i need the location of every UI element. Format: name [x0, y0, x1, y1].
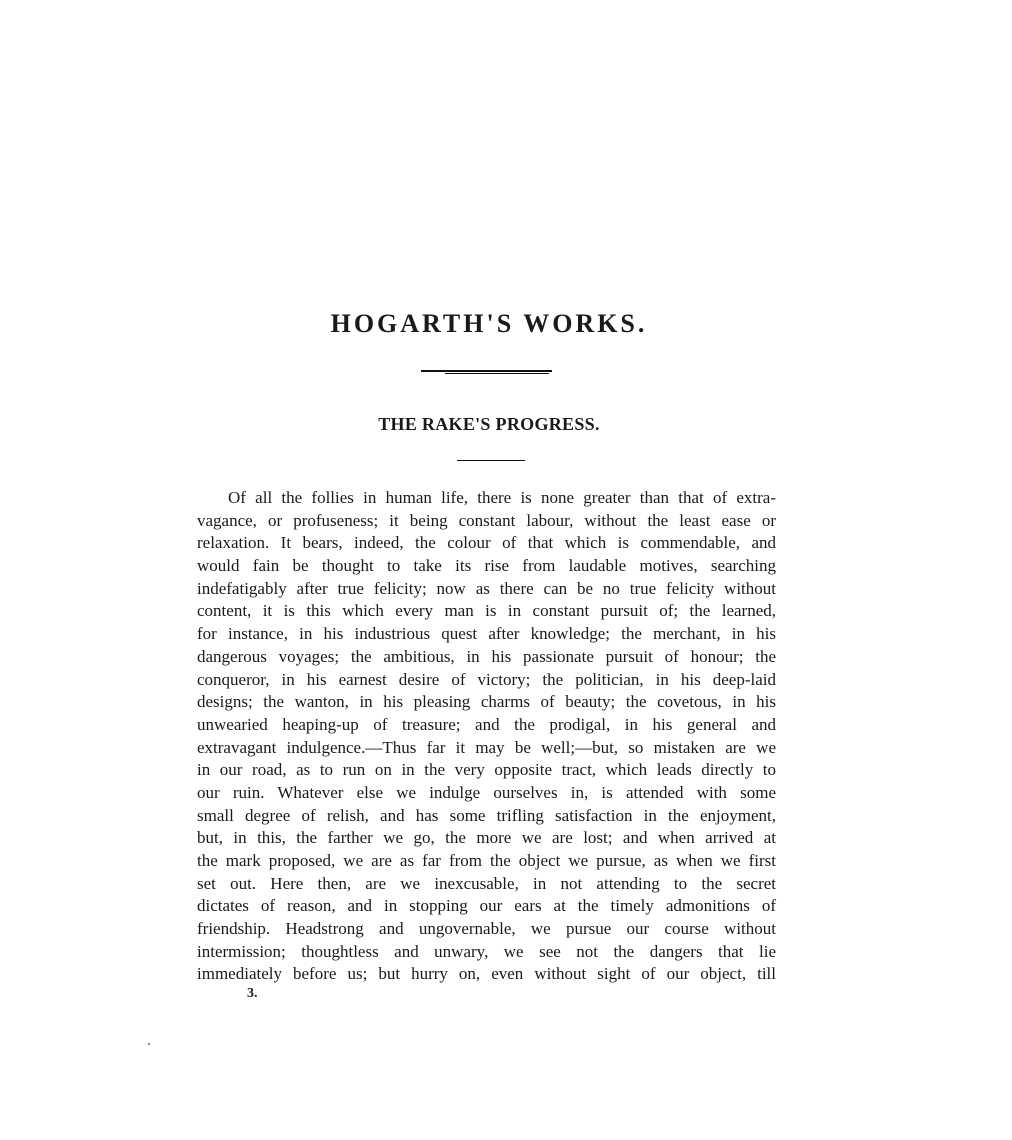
text-line: immediately before us; but hurry on, even without sight of our object, till — [197, 964, 776, 984]
text-line: the mark proposed, we are as far from the object we pursue, as when we first — [197, 851, 776, 870]
text-line: for instance, in his industrious quest after knowledge; the merchant, in his — [197, 624, 776, 644]
text-line: unwearied heaping-up of treasure; and the prodigal, in his general and — [197, 714, 776, 734]
text-line: our ruin. Whatever else we indulge ourselves in, is attended with some — [197, 782, 776, 802]
text-line: intermission; thoughtless and unwary, we see not the dangers that lie — [197, 941, 776, 961]
text-line: Of all the follies in human life, there is none greater than that of extra- — [228, 488, 776, 507]
text-line: small degree of relish, and has some trifling satisfaction in the enjoyment, — [197, 805, 776, 825]
text-line: vagance, or profuseness; it being constant labour, without the least ease or — [197, 510, 776, 530]
body-text — [197, 487, 776, 986]
chapter-divider — [457, 460, 525, 461]
text-line: dangerous voyages; the ambitious, in his passionate pursuit of honour; the — [197, 646, 776, 666]
text-line: conqueror, in his earnest desire of victory; the politician, in his deep-laid — [197, 669, 776, 689]
page-speck — [148, 1043, 150, 1045]
text-line: extravagant indulgence.—Thus far it may be well;—but, so mistaken are we — [197, 737, 776, 757]
text-line: would fain be thought to take its rise from laudable motives, searching — [197, 556, 776, 576]
text-line: designs; the wanton, in his pleasing charms of beauty; the covetous, in his — [197, 692, 776, 712]
text-line: dictates of reason, and in stopping our ears at the timely admonitions of — [197, 896, 776, 916]
chapter-title: THE RAKE'S PROGRESS. — [378, 414, 600, 434]
title-divider — [421, 370, 552, 375]
page-number: 3. — [247, 986, 258, 1001]
text-line: but, in this, the farther we go, the more we are lost; and when arrived at — [197, 828, 776, 848]
text-line: in our road, as to run on in the very opposite tract, which leads directly to — [197, 760, 776, 780]
text-line: content, it is this which every man is in constant pursuit of; the learned, — [197, 601, 776, 621]
page-title: HOGARTH'S WORKS. — [330, 309, 648, 338]
text-line: set out. Here then, are we inexcusable, in not attending to the secret — [197, 873, 776, 893]
text-line: friendship. Headstrong and ungovernable, we pursue our course without — [197, 919, 776, 939]
text-line: relaxation. It bears, indeed, the colour of that which is commendable, and — [197, 533, 776, 553]
text-line: indefatigably after true felicity; now as there can be no true felicity without — [197, 578, 776, 598]
